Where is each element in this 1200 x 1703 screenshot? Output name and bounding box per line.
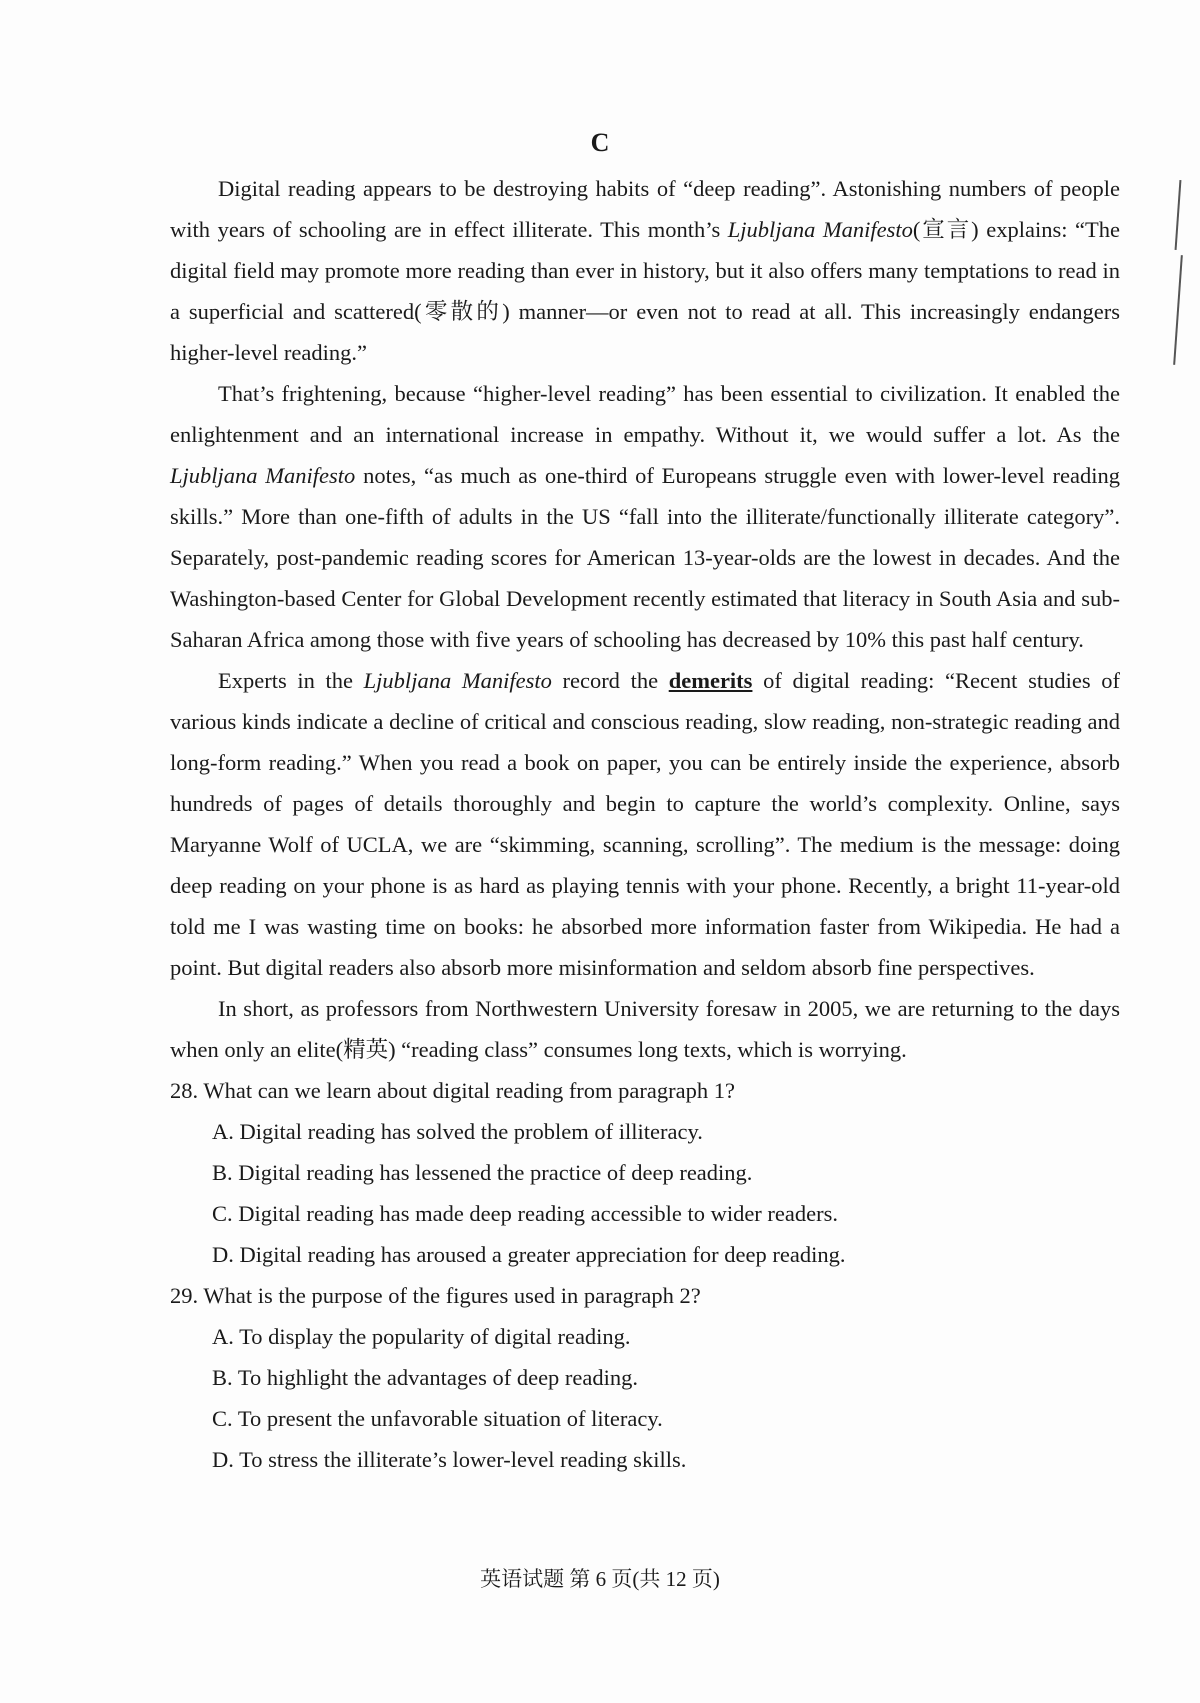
option-a[interactable]: A. Digital reading has solved the problem of illiteracy.	[212, 1119, 703, 1144]
paragraph-2	[170, 373, 1120, 660]
underlined-word: demerits	[668, 668, 753, 693]
option-b[interactable]: B. To highlight the advantages of deep reading.	[212, 1365, 639, 1390]
option-c[interactable]: C. To present the unfavorable situation of literacy.	[212, 1406, 663, 1431]
page-footer: 英语试题 第 6 页(共 12 页)	[480, 1567, 720, 1591]
section-title: C	[590, 128, 610, 157]
passage	[170, 168, 1120, 1480]
text: Digital reading appears to be destroying habits of “deep reading”. Astonishing numbers of people with years of schooling are in effect illiterate. This month’s	[170, 176, 1120, 242]
text: That’s frightening, because “higher-level reading” has been essential to civilization. It enabled the enlightenment and an international increase in empathy. Without it, we would suffer a lot. As the	[170, 381, 1120, 447]
text: Experts in the	[218, 668, 364, 693]
paragraph-3	[170, 660, 1120, 988]
manifesto-title: Ljubljana Manifesto	[363, 668, 552, 693]
option-d[interactable]: D. Digital reading has aroused a greater appreciation for deep reading.	[212, 1242, 846, 1267]
margin-mark	[1175, 180, 1182, 250]
option-b[interactable]: B. Digital reading has lessened the practice of deep reading.	[212, 1160, 753, 1185]
option-a[interactable]: A. To display the popularity of digital reading.	[212, 1324, 631, 1349]
text: (宣言) explains: “The digital field may promote more reading than ever in history, but it also offers many temptations to read in a superficial and scattered(零散的) manner—or even not to read at all. This increasingly endangers higher-level reading.”	[170, 217, 1120, 365]
text: record the	[551, 668, 669, 693]
option-d[interactable]: D. To stress the illiterate’s lower-level reading skills.	[212, 1447, 687, 1472]
paragraph-4: In short, as professors from Northwestern University foresaw in 2005, we are returning to the days when only an elite(精英) “reading class” consumes long texts, which is worrying.	[170, 996, 1120, 1062]
question-29	[170, 1275, 1120, 1480]
question-stem: 28. What can we learn about digital reading from paragraph 1?	[170, 1078, 735, 1103]
text: notes, “as much as one-third of Europeans struggle even with lower-level reading skills.” More than one-fifth of adults in the US “fall into the illiterate/functionally illiterate category”. Separately, post-pandemic reading scores for American 13-year-olds are the lowest in decades. And the Washington-based Center for Global Development recently estimated that literacy in South Asia and sub-Saharan Africa among those with five years of schooling has decreased by 10% this past half century.	[170, 463, 1120, 652]
question-stem: 29. What is the purpose of the figures used in paragraph 2?	[170, 1283, 701, 1308]
manifesto-title: Ljubljana Manifesto	[170, 463, 356, 488]
paragraph-1	[170, 168, 1120, 373]
option-c[interactable]: C. Digital reading has made deep reading accessible to wider readers.	[212, 1201, 839, 1226]
question-28	[170, 1070, 1120, 1275]
margin-mark	[1173, 255, 1183, 365]
manifesto-title: Ljubljana Manifesto	[727, 217, 913, 242]
text: of digital reading: “Recent studies of various kinds indicate a decline of critical and conscious reading, slow reading, non-strategic reading and long-form reading.” When you read a book on paper, you can be entirely inside the experience, absorb hundreds of pages of details thoroughly and begin to capture the world’s complexity. Online, says Maryanne Wolf of UCLA, we are “skimming, scanning, scrolling”. The medium is the message: doing deep reading on your phone is as hard as playing tennis with your phone. Recently, a bright 11-year-old told me I was wasting time on books: he absorbed more information faster from Wikipedia. He had a point. But digital readers also absorb more misinformation and seldom absorb fine perspectives.	[170, 668, 1120, 980]
